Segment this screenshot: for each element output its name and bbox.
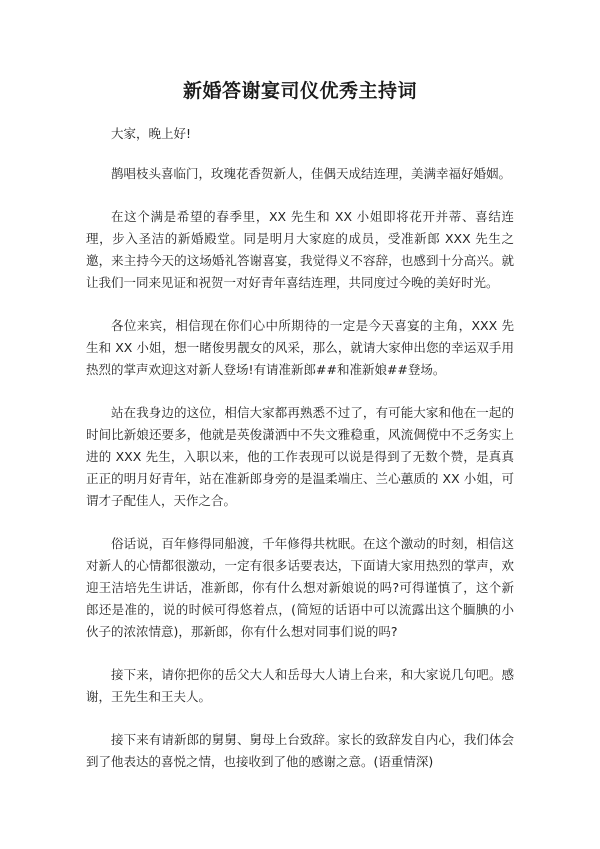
paragraph-couple-description: 站在我身边的这位，相信大家都再熟悉不过了，有可能大家和他在一起的时间比新娘还要多，他就是英俊潇洒中不失文雅稳重，风流倜傥中不乏务实上进的 XXX 先生，入职以来，他的工作表现可以说是得到了无数个赞，是真真正正的明月好青年，站在准新郎身旁的是温柔端庄、兰心蕙质的 XX 小姐，可谓才子配佳人，天作之合。 (86, 405, 514, 508)
paragraph-welcome-couple: 各位来宾，相信现在你们心中所期待的一定是今天喜宴的主角，XXX 先生和 XX 小姐，想一睹俊男靓女的风采，那么，就请大家伸出您的幸运双手用热烈的掌声欢迎这对新人登场!有请准新郎##和准新娘##登场。 (86, 318, 514, 377)
paragraph-groom-speech: 俗话说，百年修得同船渡，千年修得共枕眠。在这个激动的时刻，相信这对新人的心情都很激动，一定有很多话要表达，下面请大家用热烈的掌声，欢迎王洁培先生讲话，准新郎，你有什么想对新娘说的吗?可得谨慎了，这个新郎还是准的，说的时候可得悠着点，(简短的话语中可以流露出这个腼腆的小伙子的浓浓情意)，那新郎，你有什么想对同事们说的吗? (86, 536, 514, 639)
paragraph-parents: 接下来，请你把你的岳父大人和岳母大人请上台来，和大家说几句吧。感谢，王先生和王夫人。 (86, 667, 514, 704)
paragraph-introduction: 在这个满是希望的春季里，XX 先生和 XX 小姐即将花开并蒂、喜结连理，步入圣洁的新婚殿堂。同是明月大家庭的成员，受准新郎 XXX 先生之邀，来主持今天的这场婚礼答谢喜宴，我觉得义不容辞，也感到十分高兴。就让我们一同来见证和祝贺一对好青年喜结连理，共同度过今晚的美好时光。 (86, 209, 514, 290)
document-title: 新婚答谢宴司仪优秀主持词 (182, 80, 417, 102)
paragraph-uncle-speech: 接下来有请新郎的舅舅、舅母上台致辞。家长的致辞发自内心，我们体会到了他表达的喜悦之情，也接收到了他的感谢之意。(语重情深) (86, 732, 514, 769)
paragraph-blessing: 鹊唱枝头喜临门，玫瑰花香贺新人，佳偶天成结连理，美满幸福好婚姻。 (111, 166, 512, 181)
paragraph-greeting: 大家，晚上好! (111, 126, 192, 141)
